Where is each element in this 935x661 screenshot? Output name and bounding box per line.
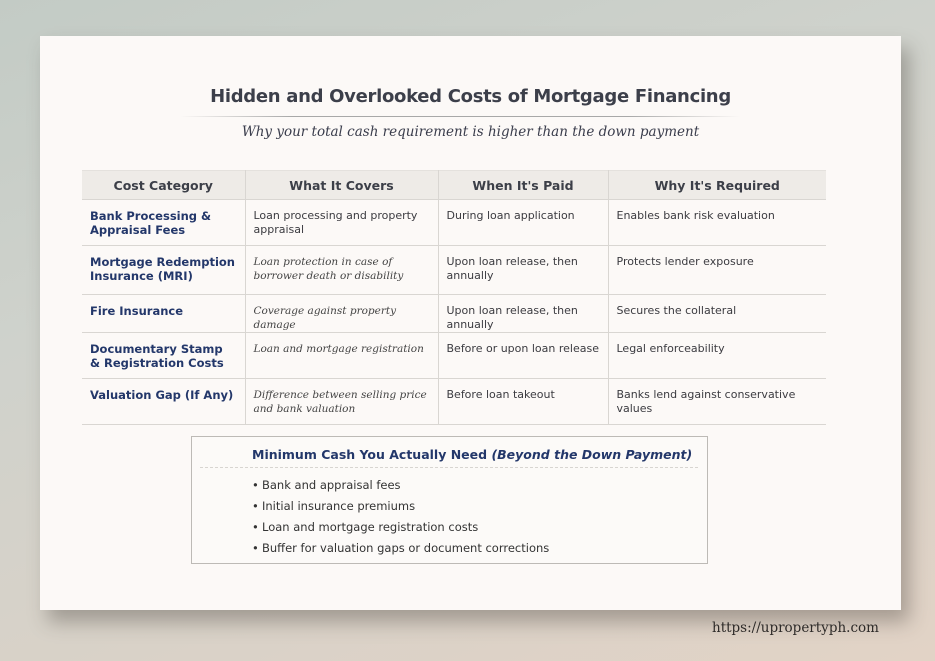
list-item [252,475,549,496]
list-item [252,538,549,559]
cell-when: Before or upon loan release [438,333,608,379]
title-divider [180,116,740,117]
cell-category: Mortgage Redemption Insurance (MRI) [82,246,245,295]
cell-covers: Loan protection in case of borrower death or disability [245,246,438,295]
bullet-icon: • [252,499,259,513]
costs-table [82,170,826,425]
box-title [252,447,692,462]
header-cost-category: Cost Category [82,171,245,200]
bullet-icon: • [252,541,259,555]
cell-why: Banks lend against conservative values [608,379,826,425]
bullet-icon: • [252,478,259,492]
cell-category: Bank Processing & Appraisal Fees [82,200,245,246]
cell-when: Upon loan release, then annually [438,295,608,333]
box-divider [200,467,698,468]
header-why-required: Why It's Required [608,171,826,200]
cell-when: Before loan takeout [438,379,608,425]
cell-covers: Difference between selling price and bank valuation [245,379,438,425]
cell-category: Fire Insurance [82,295,245,333]
header-what-it-covers: What It Covers [245,171,438,200]
table-row [82,333,826,379]
header-when-paid: When It's Paid [438,171,608,200]
cell-why: Legal enforceability [608,333,826,379]
table-row [82,295,826,333]
cell-when: Upon loan release, then annually [438,246,608,295]
table-header-row [82,171,826,200]
cell-why: Enables bank risk evaluation [608,200,826,246]
box-title-main: Minimum Cash You Actually Need [252,447,492,462]
cell-category: Valuation Gap (If Any) [82,379,245,425]
bullet-icon: • [252,520,259,534]
cell-category: Documentary Stamp & Registration Costs [82,333,245,379]
table-row [82,379,826,425]
document-page [40,36,901,610]
cell-covers: Loan and mortgage registration [245,333,438,379]
table-row [82,246,826,295]
cell-when: During loan application [438,200,608,246]
source-url: https://upropertyph.com [712,620,879,636]
document-subtitle: Why your total cash requirement is higher than the down payment [241,124,700,140]
list-item-text: Buffer for valuation gaps or document corrections [262,541,550,555]
cell-covers: Coverage against property damage [245,295,438,333]
cell-why: Protects lender exposure [608,246,826,295]
list-item-text: Bank and appraisal fees [262,478,401,492]
box-title-paren: (Beyond the Down Payment) [491,447,693,462]
minimum-cash-box [191,436,708,564]
cell-why: Secures the collateral [608,295,826,333]
cell-covers: Loan processing and property appraisal [245,200,438,246]
list-item-text: Loan and mortgage registration costs [262,520,479,534]
table-row [82,200,826,246]
list-item [252,496,549,517]
document-title: Hidden and Overlooked Costs of Mortgage Financing [210,86,731,107]
minimum-cash-list [252,475,549,559]
list-item [252,517,549,538]
list-item-text: Initial insurance premiums [262,499,416,513]
